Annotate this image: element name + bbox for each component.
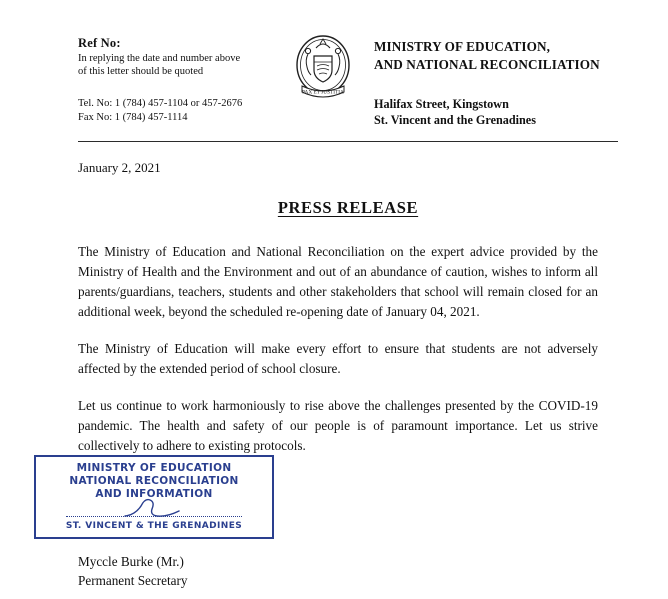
ministry-address [374, 96, 618, 129]
letter-date: January 2, 2021 [78, 159, 161, 175]
stamp-line-3: AND INFORMATION [95, 487, 213, 500]
address-line-2: St. Vincent and the Grenadines [374, 113, 536, 128]
paragraph-3: Let us continue to work harmoniously to rise above the challenges presented by the COVID-19 pandemic. The health and safety of our people is of paramount importance. Let us strive collectively to adhere to existing protocols. [78, 397, 598, 454]
paragraph-1: The Ministry of Education and National Reconciliation on the expert advice provided by the Ministry of Health and the Environment and out of an abundance of caution, wishes to inform all parents/guardians, teachers, students and other stakeholders that school will remain closed for an additional week, beyond the scheduled re-opening date of January 04, 2021. [78, 243, 598, 319]
page-title: PRESS RELEASE [277, 197, 419, 217]
signatory-name: Myccle Burke (Mr.) [78, 554, 184, 569]
official-stamp [34, 455, 278, 539]
ministry-title [374, 38, 618, 74]
ministry-title-line-1: MINISTRY OF EDUCATION, [374, 39, 550, 54]
telephone-line: Tel. No: 1 (784) 457-1104 or 457-2676 [78, 97, 243, 109]
svg-text:PAX ET JUSTITIA: PAX ET JUSTITIA [302, 89, 344, 96]
stamp-text [40, 462, 268, 531]
contact-details [78, 97, 278, 125]
letterhead [78, 28, 618, 129]
signature-mark [40, 500, 268, 520]
fax-line: Fax No: 1 (784) 457-1114 [78, 112, 188, 124]
address-line-1: Halifax Street, Kingstown [374, 96, 509, 111]
signature-block [78, 552, 187, 590]
stamp-line-2: NATIONAL RECONCILIATION [69, 474, 239, 487]
paragraph-2: The Ministry of Education will make every effort to ensure that students are not adversely affected by the extended period of school closure. [78, 340, 598, 376]
stamp-line-1: MINISTRY OF EDUCATION [76, 462, 232, 474]
letterhead-right-column [368, 28, 618, 129]
ministry-title-line-2: AND NATIONAL RECONCILIATION [374, 56, 600, 72]
coat-of-arms-icon [292, 32, 354, 106]
stamp-border [34, 455, 274, 539]
letterhead-left-column [78, 28, 278, 125]
letterhead-divider [78, 141, 618, 142]
ref-no-note: In replying the date and number above of this letter should be quoted [78, 53, 241, 78]
signatory-title: Permanent Secretary [78, 573, 188, 589]
stamp-line-4: ST. VINCENT & THE GRENADINES [65, 521, 243, 532]
ref-no-label: Ref No: [78, 36, 121, 50]
crest-container [278, 28, 368, 106]
handwritten-signature-icon [119, 497, 189, 519]
